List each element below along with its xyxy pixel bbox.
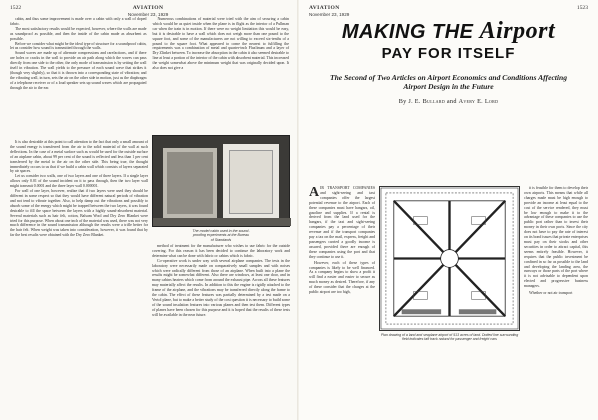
- right-col-1: [309, 186, 375, 412]
- cabin-photo-figure: [152, 135, 290, 242]
- left-col1b-para-0: For wall of one layer, however, realize that if two layers were used they should be different in some respect so that they would have different natural periods of vibration and not tend to vibrate together. Also, to help damp out the vibrations and possibly to absorb some of the energy which might be trapped between the two layers, it was found desirable to fill the space between the layers with a highly sound-absorbent material. Several materials such as hair felt, cotton, Balsam Wool and Dry Zero Blanket were tried for this purpose. When about one inch of the material was used, there was not very much difference in the sound transmission although the results were a trifle better for the hair felt. When weight was taken into consideration, however, it was found that by far the best results were obtained with the Dry Zero Blanket.: [10, 189, 148, 238]
- right-masthead-date: November 23, 1929: [309, 11, 350, 17]
- article-title-line-2: PAY FOR ITSELF: [381, 45, 516, 62]
- left-col1-para-4: It is also desirable at this point to call attention to the fact that only a small amount of the sound energy is transferred from the air to the solid material of the wall at such deflections. In the case of a metal surface such as would be used for the outside surface of an airplane cabin, about 99 per cent of the sound is reflected and less than 1 per cent transferred by the metal to the air on the other side. This being true, the thought immediately occurs to us that if we build a cabin wall which consists of layers separated by air spaces.: [10, 140, 148, 174]
- right-col1-text: IR TRANSPORT COMPANIES and sight-seeing and taxi companies offer the largest potential revenue to the airport. Each of these companies must have hangars, oil, gasoline and supplies. If a rental is derived from the land used for the hangars, if the taxi and sight-seeing companies pay a percentage of their revenue and if the transport companies pay a tax on the mail, express, freight and passengers carried a goodly income is assured, provided there are enough of these companies using the port and that they continue to use it.: [309, 186, 375, 259]
- right-col3-text: it is feasible for them to develop their own airports. This means that while all charges made must be high enough to provide an income at least equal to the cost of the service rendered, they must be low enough to make it to the advantage of these companies to use the public port rather than to invest their money in their own ports. Since the city does not have to pay the rate of interest on its bond issues that private enterprises must pay on their stocks and other securities in order to attract capital, this seems entirely feasible. However, it requires that the public investment be confined in so far as possible to the land and developing the landing area, the runways or those parts of the port where it is not advisable to dependent upon elected and progressive business managers.: [524, 186, 588, 289]
- left-col2-para-0: Numerous combinations of material were tried with the aim of securing a cabin which would be as quiet inside when the plane is in flight as the interior of a Pullman car when the train is in motion. If there were no weight limitation this would be easy, but it is desirable to have a wall which does not weigh more than one pound to the square foot, and some of the manufacturers are not willing to exceed six-tenths of a pound to the square foot. What appeared to come the nearest to fulfilling the requirements was a combination of metal and quarter-inch Flaxlinum and a layer of Dry Zlinket between. To increase the absorption in the cabin it also seemed desirable to line at least a portion of the interior of the cabin with absorbent material. This increased the weight somewhat above the minimum weight that was originally decided upon. It also does not give a: [152, 17, 289, 71]
- left-col1-para-1: The most satisfactory results would be expected, however, where the walls are made as soundproof as possible, and then the inside of the cabin made as absorbent as possible.: [10, 26, 147, 41]
- left-col-1: [10, 17, 147, 145]
- article-title-line-1: [309, 20, 588, 43]
- left-masthead-title: AVIATION: [132, 5, 164, 11]
- left-col1-para-2: Before we consider what might be the ideal type of structure for a soundproof cabin, let us consider how sound is transmitted through the walls.: [10, 41, 147, 51]
- right-col-3: [524, 186, 588, 412]
- right-running-head: [309, 5, 588, 17]
- right-col1b-text: However, each of these types of companies is likely to be well financed. As a company begins to show a profit it will find a easier and easier to secure as much money as desired. Therefore, if any of these consider that the charges at the public airport are too high,: [309, 260, 375, 295]
- cabin-photo-caption: The model cabin used in the sound- proofing experiments at the Bureau of Standards: [192, 229, 250, 242]
- article-byline: [309, 98, 588, 105]
- left-masthead-date: November 23, 1929: [127, 11, 169, 17]
- left-running-head: [10, 5, 289, 17]
- byline-author-2: Avery E. Lord: [458, 98, 499, 105]
- left-col-1-continued: [10, 140, 148, 410]
- cabin-photo: [152, 135, 290, 227]
- byline-author-1: J. E. Bullard: [408, 98, 446, 105]
- left-col2b-para-0: method of treatment for the manufacturer who wishes to use fabric for the outside covering. For this reason it has been decided to continue the laboratory work and determine what can be done with fabric or cabins which is fabric.: [152, 244, 290, 258]
- left-col2b-para-1: Co-operative work is under way with several airplane companies. The tests in the laboratory were necessarily made on comparatively small samples and with noises which were radically different from those of an airplane. When built into a plane the results might be somewhat different. Also there are windows, at least one door, and in many cabins heaters which come from around the exhaust pipe. Across all these features may materially affect the results. In addition to this the engine is rigidly attached to the frame of the airplane, and the vibrations may be transferred directly along the frame to the cabin. The effect of these features was partially determined by a test made on a Vertol plane, but to make a better study of the cost question it is necessary to build some of the sound insulation features into various planes and then test them. Different types of planes have been chosen for this purpose and it is hoped that the results of these tests will be available in the near future.: [152, 258, 290, 317]
- article-subtitle: The Second of Two Articles on Airport Economics and Conditions Affecting Airport Design in the Future: [329, 73, 568, 91]
- right-page: [299, 0, 598, 420]
- airport-plan-caption: Plan drawing of a land and seaplane airport of 513 acres of land. Dotted line surrounding field indicates taft track natural for passenger and freight cars: [380, 333, 519, 342]
- left-page-number: 1522: [10, 5, 22, 11]
- left-masthead: [128, 5, 168, 17]
- byline-prefix: By: [398, 98, 407, 105]
- left-col-2: [153, 17, 290, 145]
- byline-and: and: [446, 98, 457, 105]
- right-masthead: [309, 5, 349, 17]
- left-col1-para-5: Let us consider two walls, one of two layers and one of three layers. If a single layer allows only 0.01 of the sound incident on it to pass through, then the two layer wall might transmit 0.0001 and the three layer wall 0.000001.: [10, 174, 148, 189]
- drop-cap: A: [309, 186, 320, 200]
- left-col-2-continued: [152, 244, 290, 412]
- left-col1-para-0: cabin, and thus some improvement is made over a cabin with only a wall of doped fabric.: [10, 17, 147, 26]
- left-col1-para-3: Sound waves are made up of alternate compressions and rarefactions, and if there are holes or cracks in the wall to provide an air path along which the waves can pass directly from one side to the other, the only mode of transmission is by setting the wall itself in vibration. The wall yields to the pressure of each sound wave that strikes it (though very slightly), so that it is thrown into a corresponding state of vibration; and the vibrating wall, in turn, sets the air on the other side in motion, just as the diaphragm of a telephone receiver or of a loud speaker sets up sound waves which are propagated through the air to the ear.: [10, 51, 147, 90]
- right-page-number: 1523: [576, 5, 588, 11]
- left-top-columns: [10, 17, 289, 145]
- right-col3b-text: Whether or not air transport: [529, 291, 573, 296]
- title-part-1: MAKING THE: [341, 21, 474, 43]
- title-script-word: Airport: [479, 18, 556, 44]
- right-masthead-title: AVIATION: [309, 5, 340, 11]
- airport-plan-drawing: [379, 186, 520, 331]
